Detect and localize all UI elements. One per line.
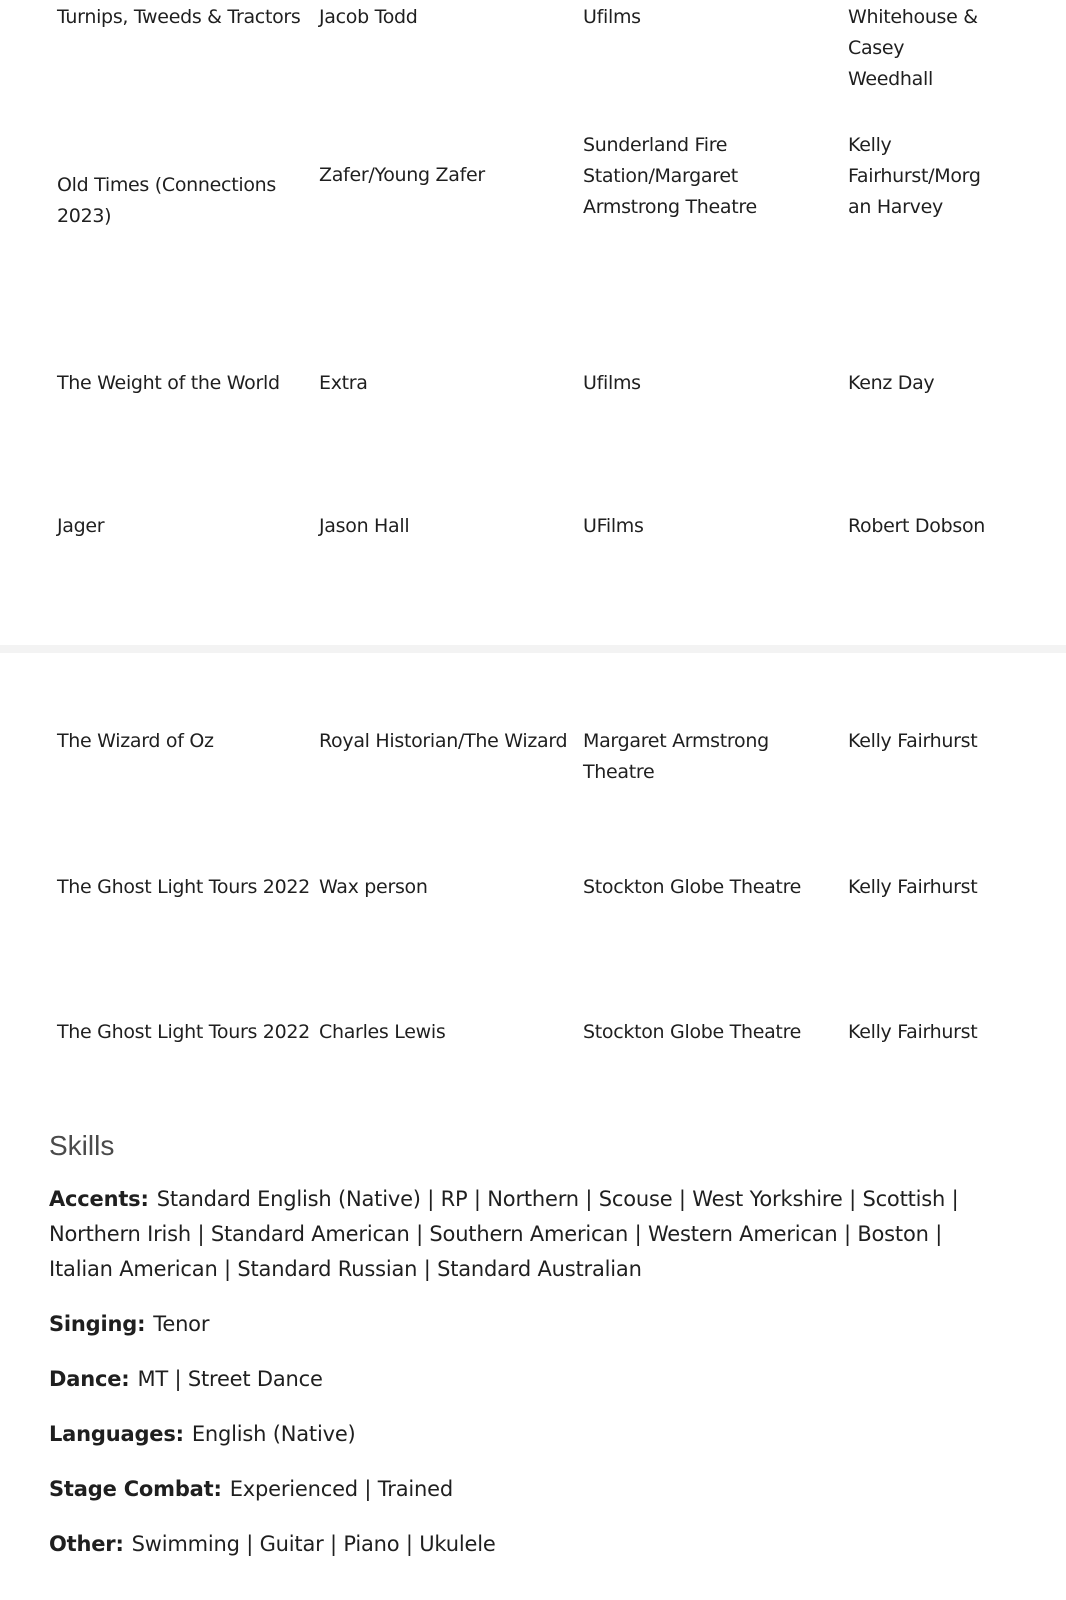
skill-label: Singing: [49,1312,146,1336]
production-cell: Old Times (Connections 2023) [57,174,276,227]
company-cell: Ufilms [583,6,641,28]
production-cell: Jager [57,515,105,537]
skill-value: Tenor [153,1312,210,1336]
skill-stage-combat [49,1472,1009,1507]
director-cell: Kenz Day [848,372,935,394]
skills-section [49,1128,1009,1582]
skill-singing [49,1307,1009,1342]
skill-dance [49,1362,1009,1397]
skill-label: Other: [49,1532,124,1556]
role-cell: Wax person [319,876,428,898]
role-cell: Extra [319,372,368,394]
skill-accents [49,1182,1009,1287]
skill-label: Stage Combat: [49,1477,222,1501]
role-cell: Royal Historian/The Wizard [319,730,568,752]
skill-value: Standard English (Native) | RP | Northern | Scouse | West Yorkshire | Scottish | Northern Irish | Standard American | Southern American | Western American | Boston | Italian American | Standard Russian | Standard Australian [49,1187,959,1281]
production-cell: The Ghost Light Tours 2022 [57,1021,310,1043]
skill-label: Dance: [49,1367,130,1391]
skills-heading: Skills [49,1130,115,1161]
director-cell: Whitehouse & Casey Weedhall [848,6,978,90]
company-cell: Stockton Globe Theatre [583,1021,802,1043]
section-divider [0,645,1066,653]
skill-label: Languages: [49,1422,184,1446]
company-cell: Margaret Armstrong Theatre [583,730,769,783]
director-cell: Kelly Fairhurst [848,1021,978,1043]
skill-other [49,1527,1009,1562]
company-cell: Stockton Globe Theatre [583,876,802,898]
skill-label: Accents: [49,1187,149,1211]
skill-value: English (Native) [191,1422,356,1446]
production-cell: The Weight of the World [57,372,280,394]
skill-value: Experienced | Trained [229,1477,453,1501]
company-cell: Sunderland Fire Station/Margaret Armstrong Theatre [583,134,757,218]
director-cell: Kelly Fairhurst [848,730,978,752]
skill-value: Swimming | Guitar | Piano | Ukulele [131,1532,496,1556]
skill-value: MT | Street Dance [137,1367,323,1391]
director-cell: Kelly Fairhurst/Morgan Harvey [848,134,981,218]
role-cell: Zafer/Young Zafer [319,164,485,186]
company-cell: Ufilms [583,372,641,394]
director-cell: Robert Dobson [848,515,986,537]
director-cell: Kelly Fairhurst [848,876,978,898]
role-cell: Jason Hall [319,515,410,537]
production-cell: The Ghost Light Tours 2022 [57,876,310,898]
company-cell: UFilms [583,515,644,537]
role-cell: Jacob Todd [319,6,418,28]
production-cell: The Wizard of Oz [57,730,214,752]
production-cell: Turnips, Tweeds & Tractors [57,6,301,28]
skill-languages [49,1417,1009,1452]
role-cell: Charles Lewis [319,1021,446,1043]
